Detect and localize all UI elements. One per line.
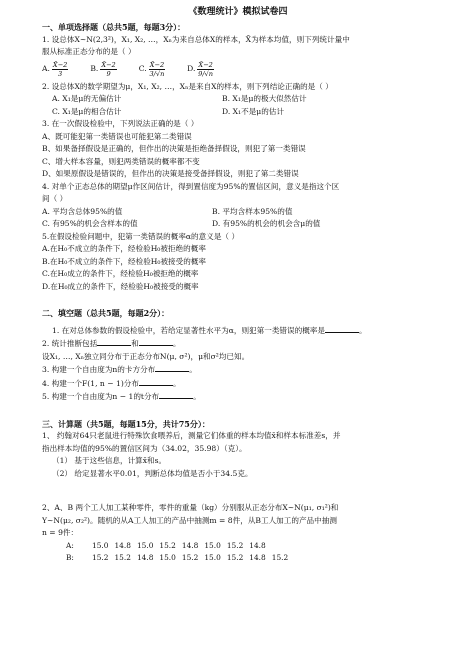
fill-blank xyxy=(139,377,173,386)
fill-q1: 1. 在对总体参数的假设检验中，若给定显著性水平为α，则犯第一类错误的概率是 。 xyxy=(52,325,367,335)
section3-header: 三、计算题（共5题，每题15分，共计75分）： xyxy=(42,418,210,429)
fill-blank xyxy=(139,337,173,346)
page-title: 《数理统计》模拟试卷四 xyxy=(188,7,288,17)
fill-blank xyxy=(155,363,189,372)
q3-option-c: C、增大样本容量，则犯两类错误的概率都不变 xyxy=(42,156,200,166)
q5-option-d: D.在H₀成立的条件下，经检验H₀被接受的概率 xyxy=(42,281,199,291)
q2-option-a: A. X₁是μ的无偏估计 xyxy=(52,94,122,103)
table-row: A: 15.0 14.8 15.0 15.2 14.8 15.0 15.2 14.8 xyxy=(66,540,266,550)
q2-option-b: B. X₁是μ的极大似然估计 xyxy=(222,94,307,103)
calc-q1-sub2: （2） 给定显著水平0.01，判断总体均值是否小于34.5克。 xyxy=(52,468,253,478)
q1-option-c: C. X̄−2 3/√n xyxy=(138,61,165,78)
calc-q1-line2: 指出样本均值的95%的置信区间为（34.02，35.98）（克）。 xyxy=(42,443,247,453)
q2-line1: 2. 设总体X的数学期望为μ，X₁, X₂, …，Xₙ是来自X的样本，则下列结论正确的是（ ） xyxy=(42,81,333,91)
q4-options-row2 xyxy=(42,218,434,231)
fill-blank xyxy=(159,390,193,399)
q4-option-b: B. 平均含样本95%的值 xyxy=(212,206,293,216)
fill-q3: 3. 构建一个自由度为n的卡方分布 。 xyxy=(42,365,197,374)
fill-given: 设X₁, …, Xₙ独立同分布于正态分布N(μ, σ²)，μ和σ²均已知。 xyxy=(42,351,250,361)
calc-q2-line3: n = 9件： xyxy=(42,528,79,537)
q1-line1: 1. 设总体X~N(2,3²)，X₁, X₂, …，Xₙ为来自总体X的样本，X̄为样本均值，则下列统计量中 xyxy=(42,34,350,44)
q3-stem: 3. 在一次假设检验中，下列说法正确的是（ ） xyxy=(42,119,199,128)
weight-table xyxy=(66,540,294,565)
q1-option-b: B. X̄−2 9 xyxy=(90,61,116,78)
calc-q1-sub1: （1） 基于这些信息，计算x̄和s。 xyxy=(52,456,167,465)
q5-stem: 5.在假设检验问题中，犯第一类错误的概率α的意义是（ ） xyxy=(42,231,240,241)
q3-option-a: A、既可能犯第一类错误也可能犯第二类错误 xyxy=(42,131,192,141)
q4-option-d: D. 有95%的机会的机会含μ的值 xyxy=(212,219,321,228)
q4-line2: 间（ ） xyxy=(42,194,68,203)
q3-option-b: B、如果备择假设是正确的，但作出的决策是拒绝备择假设，则犯了第一类错误 xyxy=(42,144,306,153)
q1-option-a: A. X̄−2 3 xyxy=(42,61,68,78)
q4-options-row1 xyxy=(42,206,434,219)
fill-blank xyxy=(325,324,359,333)
q1-option-d: D. X̄−2 9/√n xyxy=(187,61,214,78)
q4-option-a: A. 平均含总体95%的值 xyxy=(42,206,123,216)
q2-options-row2 xyxy=(42,106,434,119)
q5-option-c: C.在H₀成立的条件下，经检验H₀被拒绝的概率 xyxy=(42,269,199,278)
q2-option-c: C. X₁是μ的相合估计 xyxy=(52,106,122,116)
q5-option-a: A.在H₀不成立的条件下，经检验H₀被拒绝的概率 xyxy=(42,244,206,253)
q1-options xyxy=(42,59,434,81)
calc-q2-line1: 2、A、B 两个工人加工某种零件，零件的重量（kg）分别服从正态分布X~N(μ₁, σ₁²)和 xyxy=(42,503,339,512)
q4-option-c: C. 有95%的机会含样本的值 xyxy=(42,219,138,228)
section1-header: 一、单项选择题（总共5题，每题3分）： xyxy=(42,22,186,32)
table-row: B: 15.2 15.2 14.8 15.0 15.2 15.0 15.2 14.8 15.2 xyxy=(66,553,289,562)
fill-blank xyxy=(97,337,131,346)
section2-header: 二、填空题（总共5题，每题2分）： xyxy=(42,308,170,318)
calc-q2-line2: Y~N(μ₂, σ₂²)。随机的从A工人加工的产品中抽测m = 8件，从B工人加工的产品中抽测 xyxy=(42,515,337,525)
q2-option-d: D. X₁不是μ的估计 xyxy=(222,106,284,116)
q5-option-b: B.在H₀不成立的条件下，经检验H₀被接受的概率 xyxy=(42,256,207,266)
fill-q5: 5. 构建一个自由度为n − 1的t分布 。 xyxy=(42,392,201,401)
q2-options-row1 xyxy=(42,93,434,106)
fill-q4: 4. 构建一个F(1, n − 1)分布 。 xyxy=(42,378,181,388)
calc-q1-line1: 1、 约翰对64只老鼠进行特殊饮食喂养后，测量它们体重的样本均值x̄和样本标准差s，并 xyxy=(42,431,341,440)
q3-option-d: D、如果原假设是错误的，但作出的决策是接受备择假设，则犯了第二类错误 xyxy=(42,169,299,178)
q1-line2: 服从标准正态分布的是（ ） xyxy=(42,47,136,56)
q4-line1: 4. 对单个正态总体的期望μ作区间估计，得到置信度为95%的置信区间，意义是指这个区 xyxy=(42,181,340,191)
fill-q2: 2. 统计推断包括 和 。 xyxy=(42,339,181,348)
